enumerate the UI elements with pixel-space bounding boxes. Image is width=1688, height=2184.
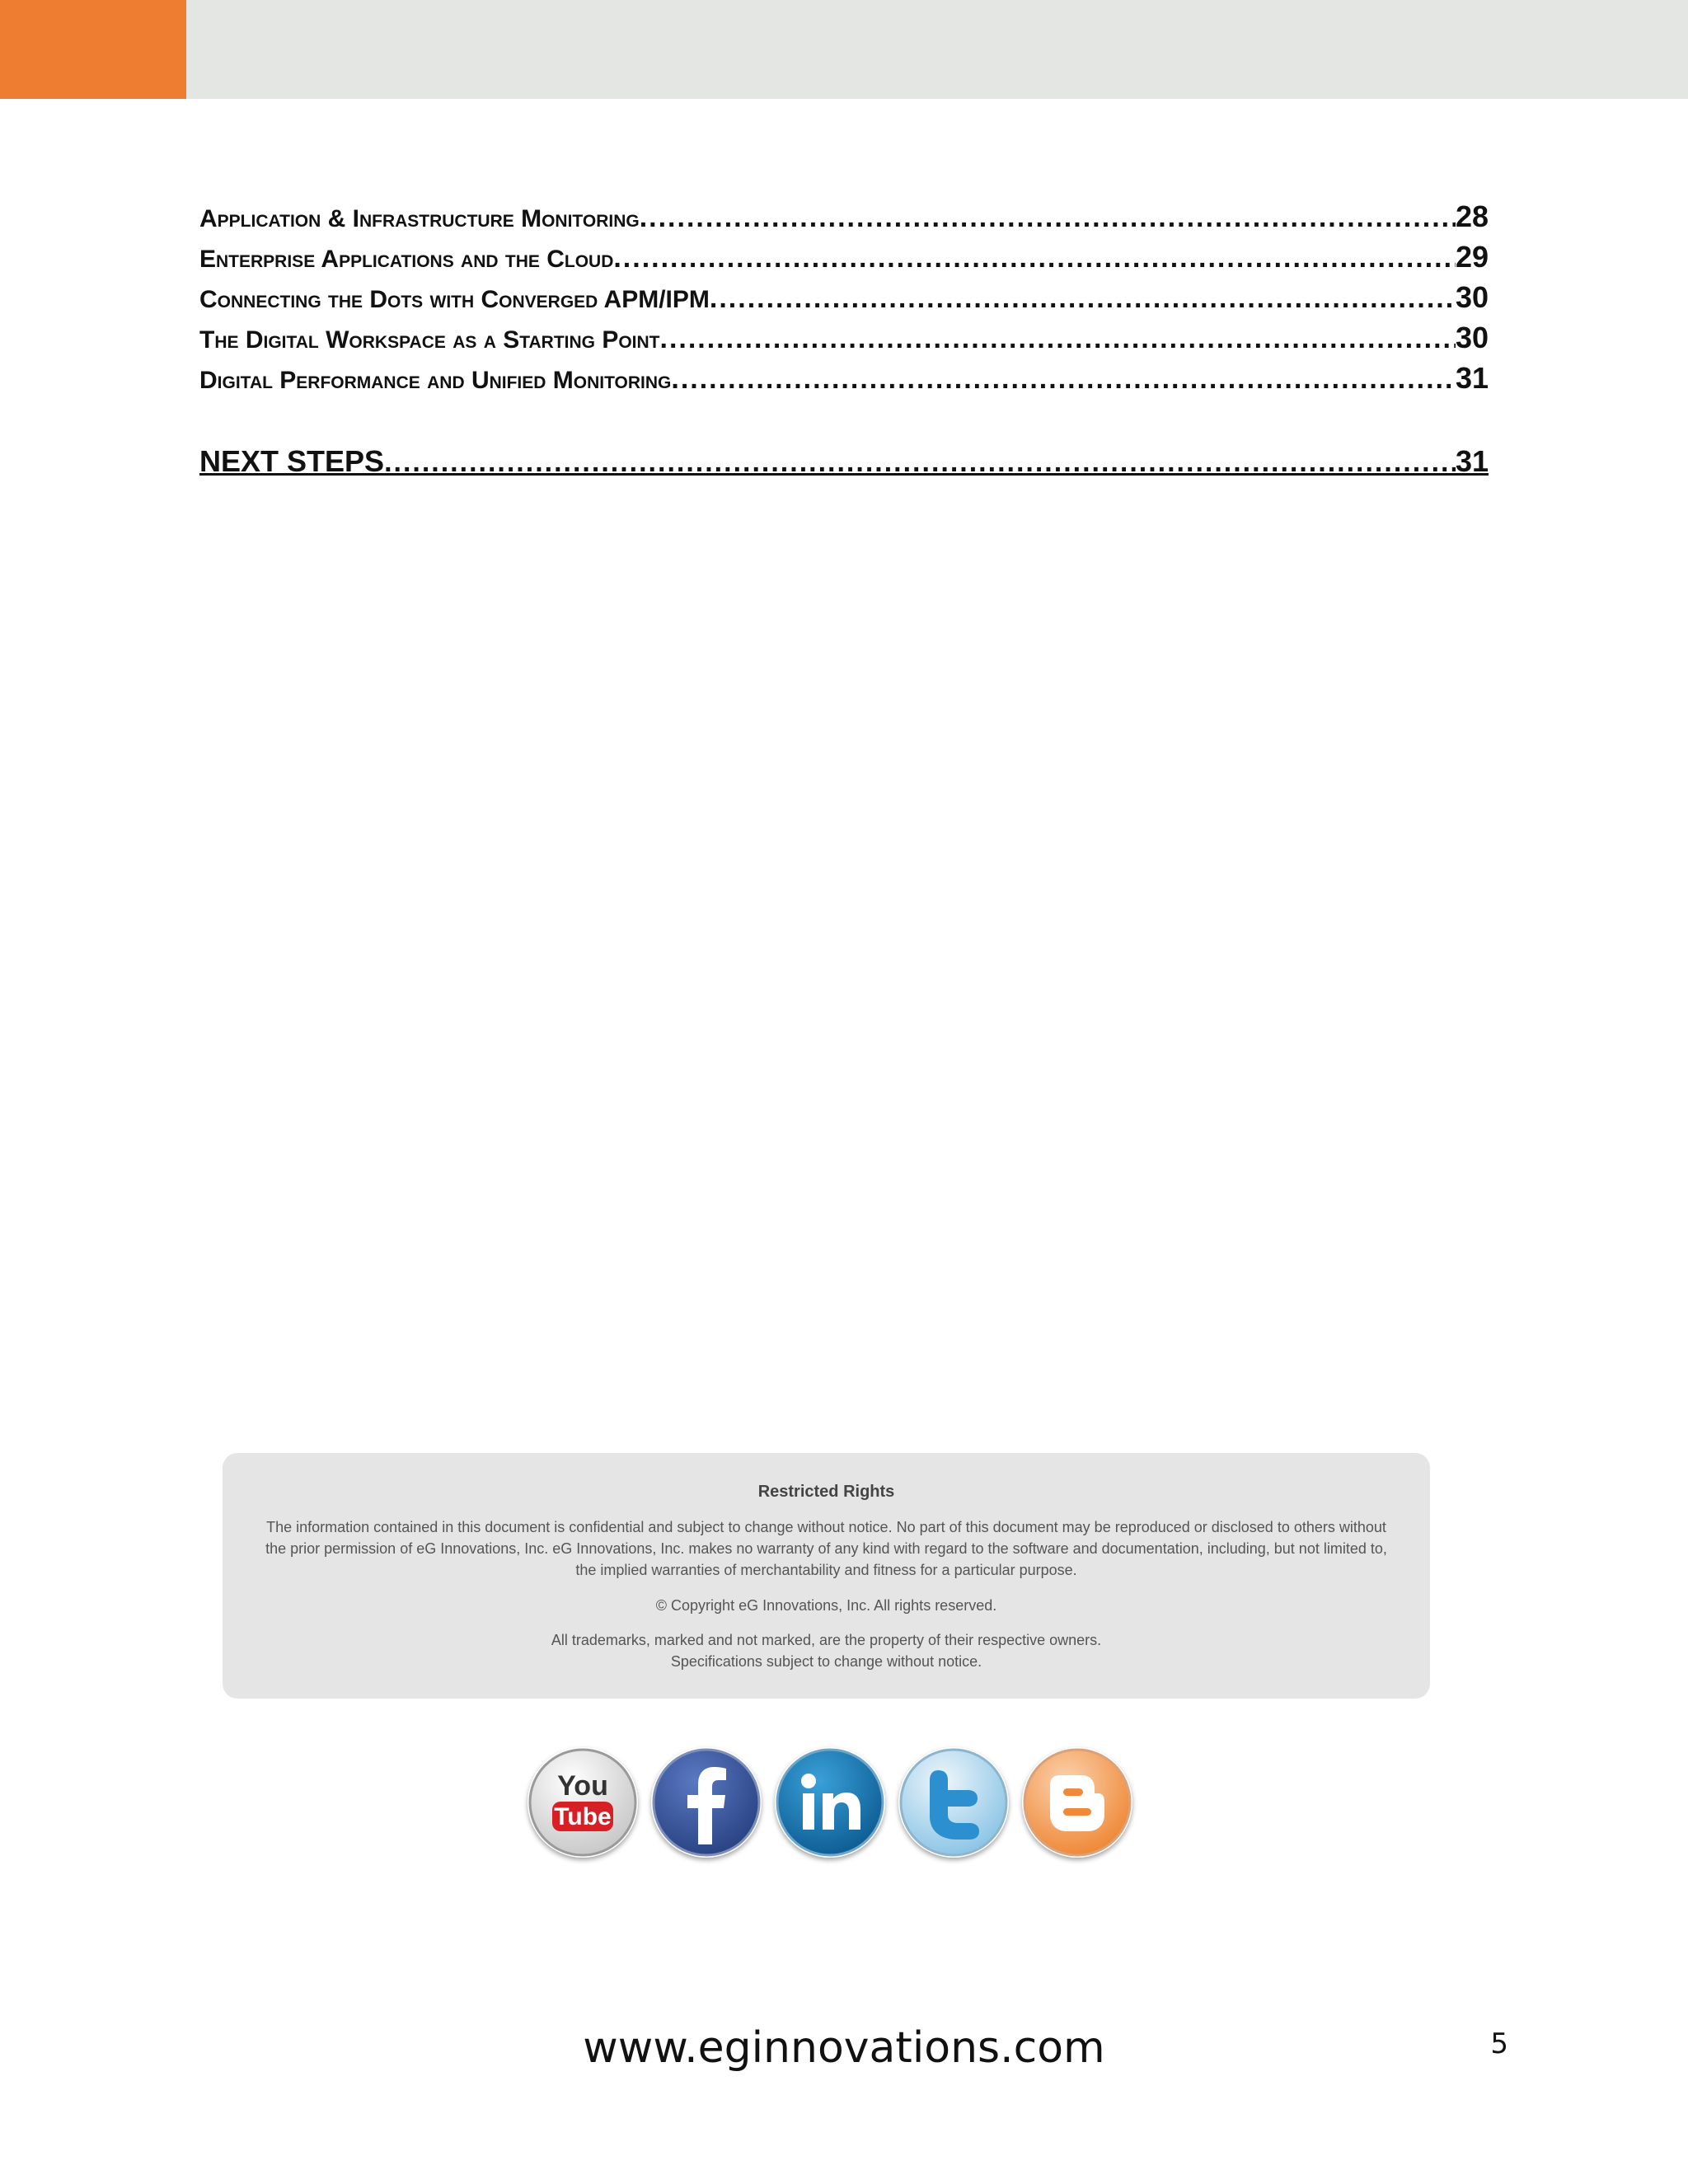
trademark-notice [223, 1629, 1430, 1672]
linkedin-icon[interactable] [775, 1747, 885, 1858]
table-of-contents [199, 199, 1489, 485]
svg-text:Tube: Tube [554, 1803, 612, 1830]
facebook-icon[interactable] [651, 1747, 762, 1858]
twitter-icon[interactable] [898, 1747, 1009, 1858]
toc-leader-dots [660, 323, 1456, 355]
toc-leader-dots [671, 363, 1456, 396]
trademark-line: All trademarks, marked and not marked, are the property of their respective owners. [551, 1632, 1102, 1648]
toc-leader-dots [640, 202, 1456, 234]
toc-entry[interactable] [199, 240, 1489, 280]
social-links [0, 1747, 1688, 1859]
toc-leader-dots [384, 447, 1456, 479]
toc-entry-title: Application & Infrastructure Monitoring [199, 205, 640, 232]
website-url[interactable]: www.eginnovations.com [583, 2023, 1105, 2073]
svg-text:You: You [557, 1770, 608, 1802]
toc-entry[interactable] [199, 321, 1489, 361]
toc-entry-title: Digital Performance and Unified Monitoring [199, 367, 672, 394]
toc-entry-page: 31 [1455, 361, 1489, 395]
toc-major-page: 31 [1455, 444, 1489, 478]
toc-entry-title: Enterprise Applications and the Cloud [199, 246, 614, 273]
toc-entry-page: 30 [1455, 321, 1489, 354]
page-number: 5 [1490, 2027, 1508, 2060]
specifications-line: Specifications subject to change without notice. [670, 1653, 982, 1670]
restricted-rights-title: Restricted Rights [757, 1483, 895, 1501]
toc-entry-page: 29 [1455, 240, 1489, 274]
restricted-rights-body: The information contained in this document is confidential and subject to change without notice. No part of this document may be reproduced or disclosed to others without the prior permission of eG Innovations, Inc. eG Innovations, Inc. makes no warranty of any kind with regard to the software and documentation, including, but not limited to, the implied warranties of merchantability and fitness for a particular purpose. [265, 1519, 1387, 1578]
toc-major-entry[interactable] [199, 444, 1489, 485]
toc-entry-title: Connecting the Dots with Converged APM/IPM [199, 286, 710, 313]
header-accent-block [0, 0, 186, 99]
header-band [0, 0, 1688, 99]
youtube-icon[interactable] [528, 1747, 638, 1858]
toc-entry-title: The Digital Workspace as a Starting Point [199, 326, 660, 354]
restricted-rights-panel [223, 1453, 1430, 1699]
toc-entry-page: 28 [1455, 199, 1489, 233]
toc-entry[interactable] [199, 280, 1489, 321]
toc-entry-page: 30 [1455, 280, 1489, 314]
toc-entry[interactable] [199, 361, 1489, 401]
copyright-notice: © Copyright eG Innovations, Inc. All rights reserved. [655, 1597, 997, 1614]
toc-leader-dots [613, 242, 1456, 274]
toc-entry[interactable] [199, 199, 1489, 240]
toc-leader-dots [710, 283, 1456, 315]
toc-major-title: NEXT STEPS [199, 444, 385, 478]
blogger-icon[interactable] [1022, 1747, 1132, 1858]
